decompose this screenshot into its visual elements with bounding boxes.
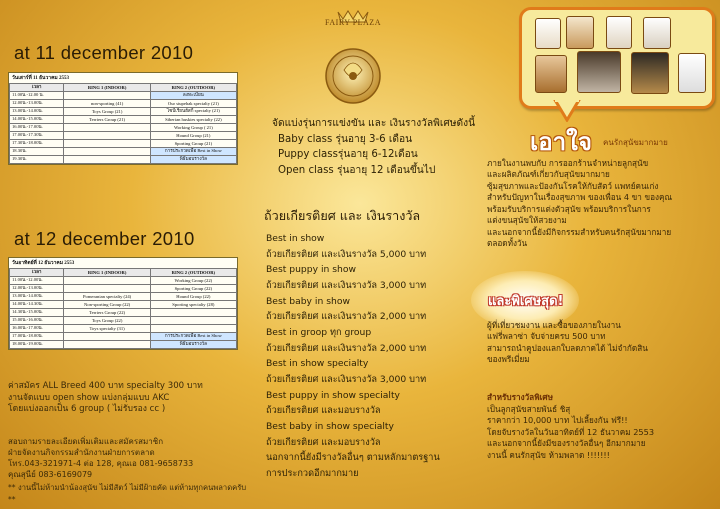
table-row <box>10 301 237 309</box>
special-line: แฟรี่พลาซ่า จับจ่ายครบ 500 บาท <box>487 331 606 342</box>
special-line: ผู้ที่เที่ยวชมงาน และซื้อของภายในงาน <box>487 320 621 330</box>
day2-schedule <box>8 257 238 350</box>
table-cell: 16.00น.-17.00น. <box>10 325 64 333</box>
table-cell: 17.00น.-18.00น. <box>10 333 64 341</box>
table-cell <box>150 317 236 325</box>
awards-title: ถ้วยเกียรติยศ และ เงินรางวัล <box>264 208 421 223</box>
contact-line: ฝ่ายจัดงานกิจกรรมสำนักงานฝ่ายการตลาด <box>8 448 155 457</box>
dog-photo-bubble <box>519 7 715 109</box>
table-cell: non-sporting (41) <box>64 100 150 108</box>
table-cell <box>64 92 150 100</box>
column-header: RING 1 (INDOOR) <box>64 84 150 92</box>
table-cell: ลงทะเบียน <box>150 92 236 100</box>
table-cell: Our stupehak specialty (21) <box>150 100 236 108</box>
special-line: ของพรีเมี่ยม <box>487 354 530 365</box>
contact-line: คุณสุนีย์ 083-6169079 <box>8 470 93 479</box>
award-line: ถ้วยเกียรติยศ และเงินรางวัล 2,000 บาท <box>266 342 427 354</box>
table-cell <box>64 285 150 293</box>
special-body <box>487 320 719 366</box>
table-cell: Hound Group (21) <box>150 132 236 140</box>
table-cell: Non-sporting Group (22) <box>64 301 150 309</box>
table-cell: 13.00น.-14.00น. <box>10 293 64 301</box>
day2-table <box>9 268 237 349</box>
award-line: Best in show specialty <box>266 358 369 370</box>
raffle-line: ราคากว่า 10,000 บาท ไปเลี้ยงกัน ฟรี!! <box>487 415 628 426</box>
footnote: ** งานนี้ไม่ห้ามนำน้องสุนัข ไม่มีสัตว์ ไม่มีฝ้ายคัด แต่ห้ามทุกคนพลาดครับ ** <box>8 483 247 504</box>
table-cell: 16.00น.-17.00น. <box>10 124 64 132</box>
promo-line: ซุ้มสุขภาพและปัองกันโรคให้กับสัตว์ แพทย์คนเก่ง <box>487 180 659 191</box>
award-line: Best baby in show <box>266 295 350 307</box>
raffle-body <box>487 404 719 461</box>
special-line: สามารถนำคูปองแลกใบลดภาคได้ ไม่จำกัดสิน <box>487 342 648 353</box>
table-cell: พิธีมอบรางวัล <box>150 156 236 164</box>
table-cell: 12.00น.-13.00น. <box>10 285 64 293</box>
table-cell: 11.00น.-12.00 น. <box>10 92 64 100</box>
award-line: Best baby in show specialty <box>266 420 394 432</box>
dog-photo <box>606 16 632 49</box>
dog-photo <box>643 17 671 49</box>
table-cell <box>150 309 236 317</box>
award-line: ถ้วยเกียรติยศ และเงินรางวัล 2,000 บาท <box>266 311 427 323</box>
promo-subtitle: คนรักสุนัขมากมาย <box>603 138 668 147</box>
table-row <box>10 341 237 349</box>
table-row <box>10 116 237 124</box>
table-row <box>10 285 237 293</box>
contact-line: สอบถามรายละเอียดเพิ่มเติมและสมัครสมาชิก <box>8 437 164 446</box>
table-cell: Toys Group (22) <box>64 317 150 325</box>
day2-heading: at 12 december 2010 <box>14 228 195 249</box>
special-title: และพิเศษสุด! <box>488 294 564 309</box>
table-cell: Sporting Group (21) <box>150 140 236 148</box>
dog-photo <box>535 18 561 49</box>
table-cell: 14.30น.-15.00น. <box>10 309 64 317</box>
table-row <box>10 309 237 317</box>
bubble-tail-icon <box>553 100 583 122</box>
table-cell <box>64 333 150 341</box>
table-cell: 12.00น.-13.00น. <box>10 100 64 108</box>
note-line: งานจัดแบบ open show แบ่งกลุ่มแบบ AKC <box>8 392 170 403</box>
table-cell: พิธีมอบรางวัล <box>150 341 236 349</box>
dog-photo <box>631 52 669 94</box>
logo-text: FAIRY PLAZA <box>325 18 381 27</box>
table-cell: 15.00น.-16.00น. <box>10 317 64 325</box>
table-row <box>10 132 237 140</box>
award-line: นอกจากนี้ยังมีรางวัลอื่นๆ ตามหลักมาตรฐาน <box>266 452 440 464</box>
promo-body <box>487 158 719 250</box>
table-cell <box>64 277 150 285</box>
contact-info <box>8 436 248 480</box>
table-cell: Terriers Group (22) <box>64 309 150 317</box>
dog-photo <box>535 55 567 93</box>
award-line: ถ้วยเกียรติยศ และมอบรางวัล <box>266 436 381 448</box>
table-cell: Sporting specialty (28) <box>150 301 236 309</box>
day1-table <box>9 83 237 164</box>
table-row <box>10 100 237 108</box>
fee-notes <box>8 381 248 416</box>
promo-title: เอาใจ <box>530 128 592 156</box>
award-line: ถ้วยเกียรติยศ และเงินรางวัล 3,000 บาท <box>266 373 427 385</box>
table-cell: 14.00น.-14.30น. <box>10 301 64 309</box>
raffle-line: และนอกจากนี้ยังมีของรางวัลอื่นๆ อีกมากมาย <box>487 438 646 449</box>
award-line: Best in show <box>266 233 325 244</box>
table-cell: 13.00น.-14.00น. <box>10 108 64 116</box>
class-line: Open class รุ่นอายุ 12 เดือนขึ้นไป <box>278 164 436 176</box>
table-header-row <box>10 269 237 277</box>
table-cell <box>64 341 150 349</box>
raffle-line: โดยจับรางวัลในวันอาทิตย์ที่ 12 ธันวาคม 2553 <box>487 426 655 437</box>
table-row <box>10 92 237 100</box>
table-row <box>10 124 237 132</box>
dog-photo <box>678 53 706 93</box>
awards-list <box>266 231 516 482</box>
table-cell: Toys specialty (31) <box>64 325 150 333</box>
promo-line: และผลิตภัณฑ์เกี่ยวกับสุนัขมากมาย <box>487 169 610 180</box>
table-cell <box>150 325 236 333</box>
award-line: Best puppy in show specialty <box>266 389 400 401</box>
table-row <box>10 108 237 116</box>
table-cell: Working Group (22) <box>150 277 236 285</box>
contact-line: โทร.043-321971-4 ต่อ 128, คุณเอ 081-9658733 <box>8 459 194 468</box>
column-header: เวลา <box>10 84 64 92</box>
promo-line: ตลอดทั้งวัน <box>487 238 528 249</box>
classes-block <box>272 116 475 178</box>
table-cell: Siberian huskies specialty (22) <box>150 116 236 124</box>
classes-intro: จัดแบ่งรุ่นการแข่งขัน และ เงินรางวัลพิเศษดังนี้ <box>272 118 476 129</box>
promo-line: สำหรับปัญหาในเรื่องสุขภาพ ของเพื่อน 4 ขา ของคุณ <box>487 192 673 203</box>
table-cell: Terriers Group (21) <box>64 116 150 124</box>
award-line: การประกวดอีกมากมาย <box>266 467 359 479</box>
raffle-line: งานนี้ คนรักสุนัข ห้ามพลาด !!!!!!! <box>487 449 610 460</box>
award-line: ถ้วยเกียรติยศ และมอบรางวัล <box>266 405 381 417</box>
table-row <box>10 277 237 285</box>
table-row <box>10 317 237 325</box>
column-header: RING 2 (OUTDOOR) <box>150 269 236 277</box>
promo-line: และนอกจากนี้ยังมีกิจกรรมสำหรับคนรักสุนัขมากมาย <box>487 226 672 237</box>
day1-schedule <box>8 72 238 165</box>
raffle-title: สำหรับรางวัลพิเศษ <box>487 392 553 402</box>
table-cell: การประกวดเพื่อ Best in Show <box>150 148 236 156</box>
raffle-line: เป็นลูกสุนัขสายพันธ์ ชิสุ <box>487 404 571 414</box>
class-line: Puppy classรุ่นอายุ 6-12เดือน <box>278 149 418 161</box>
promo-line: แต่งขนสุนัขให้สวยงาม <box>487 215 567 226</box>
table-row <box>10 148 237 156</box>
table-cell: ไซบีเรียนฮัสกี้ specialty (21) <box>150 108 236 116</box>
table-cell: 19.30น. <box>10 156 64 164</box>
note-line: โดยแบ่งออกเป็น 6 group ( ไม่รับรอง cc ) <box>8 404 166 415</box>
promo-line: พร้อมรับบริการแต่งตัวสุนัข พร้อมบริการในการ <box>487 203 651 214</box>
table-cell: 18.30น. <box>10 148 64 156</box>
table-cell: การประกวดเพื่อ Best in Show <box>150 333 236 341</box>
table-cell: 11.00น.-12.00น. <box>10 277 64 285</box>
table-row <box>10 293 237 301</box>
class-line: Baby class รุ่นอายุ 3-6 เดือน <box>278 133 413 145</box>
table-cell <box>64 124 150 132</box>
day1-caption: วันเสาร์ที่ 11 ธันวาคม 2553 <box>12 76 69 81</box>
table-cell: Sporting Group (22) <box>150 285 236 293</box>
table-cell <box>64 132 150 140</box>
table-cell: 18.00น.-19.00น. <box>10 341 64 349</box>
table-cell: Pomeranian specialty (24) <box>64 293 150 301</box>
column-header: RING 2 (OUTDOOR) <box>150 84 236 92</box>
table-header-row <box>10 84 237 92</box>
table-cell: Toys Group (21) <box>64 108 150 116</box>
award-line: Best in groop ทุก group <box>266 326 372 338</box>
table-cell: 17.00น.-17.30น. <box>10 132 64 140</box>
column-header: RING 1 (INDOOR) <box>64 269 150 277</box>
day2-caption: วันอาทิตย์ที่ 12 ธันวาคม 2553 <box>12 261 75 266</box>
table-cell: Hound Group (22) <box>150 293 236 301</box>
award-line: Best puppy in show <box>266 264 356 276</box>
table-cell <box>64 148 150 156</box>
table-row <box>10 140 237 148</box>
table-row <box>10 156 237 164</box>
note-line: ค่าสมัคร ALL Breed 400 บาท specialty 300 บาท <box>8 381 203 391</box>
table-cell: 14.00น.-15.00น. <box>10 116 64 124</box>
promo-line: ภายในงานพบกับ การออกร้านจำหน่ายลูกสุนัข <box>487 158 649 168</box>
dog-photo <box>566 16 594 49</box>
table-cell <box>64 156 150 164</box>
award-line: ถ้วยเกียรติยศ และเงินรางวัล 3,000 บาท <box>266 279 427 291</box>
dog-photo <box>577 51 621 93</box>
day1-heading: at 11 december 2010 <box>14 42 194 63</box>
table-cell: Working Group ( 21) <box>150 124 236 132</box>
table-row <box>10 325 237 333</box>
table-cell <box>64 140 150 148</box>
column-header: เวลา <box>10 269 64 277</box>
table-row <box>10 333 237 341</box>
award-line: ถ้วยเกียรติยศ และเงินรางวัล 5,000 บาท <box>266 248 427 260</box>
table-cell: 17.30น.-18.00น. <box>10 140 64 148</box>
